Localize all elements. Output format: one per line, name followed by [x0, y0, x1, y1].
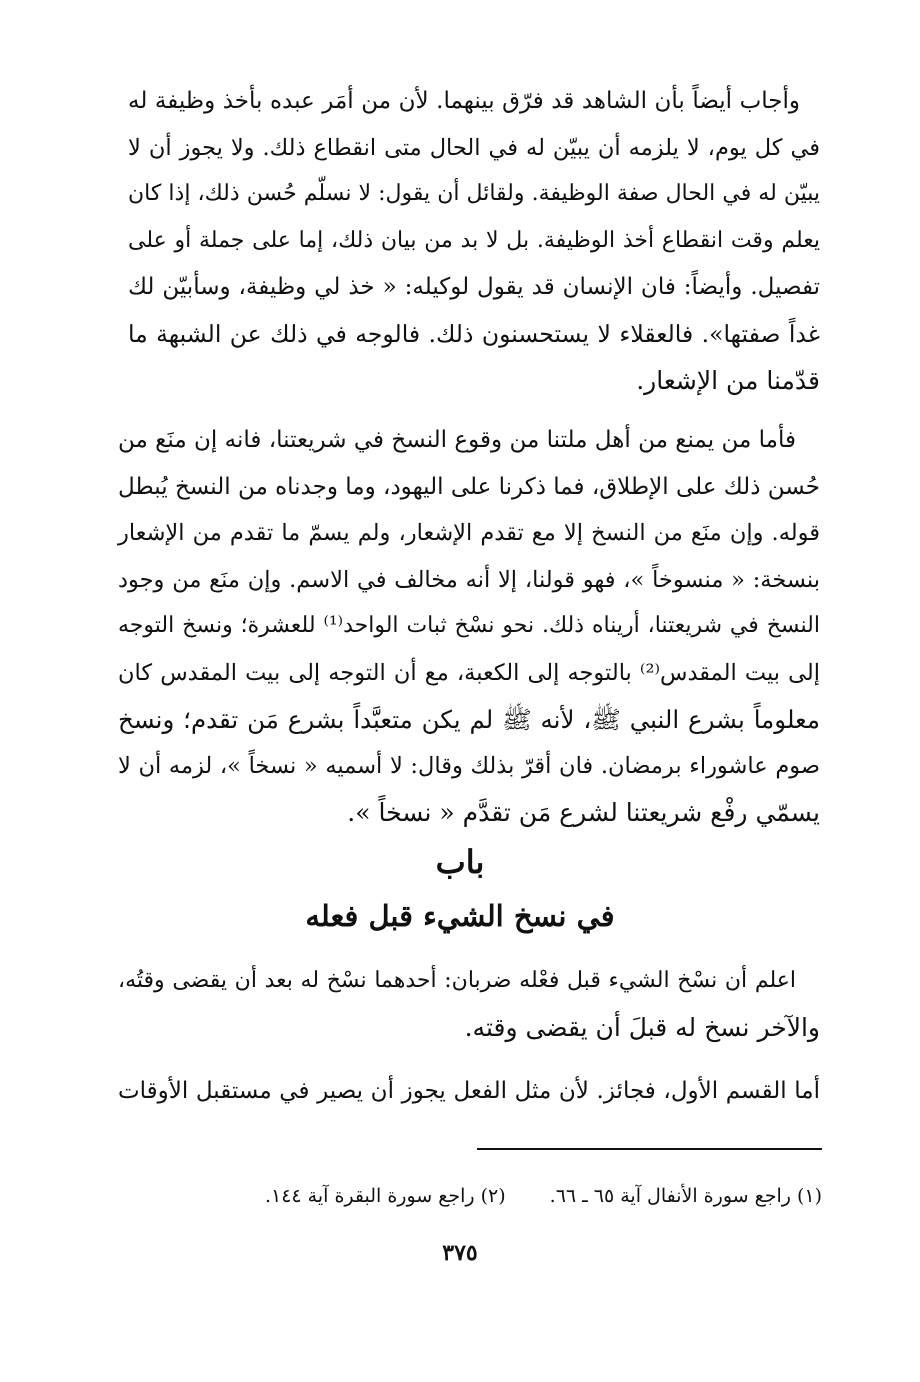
footnote-1: (١) راجع سورة الأنفال آية ٦٥ ـ ٦٦.	[549, 1185, 822, 1207]
chapter-heading: باب	[435, 843, 485, 881]
paragraph-4	[118, 1068, 820, 1115]
text-line: أما القسم الأول، فجائز. لأن مثل الفعل يجوز أن يصير في مستقبل الأوقات	[118, 1078, 820, 1104]
paragraph-1	[128, 78, 820, 404]
chapter-subheading: في نسخ الشيء قبل فعله	[305, 899, 615, 933]
paragraph-3	[118, 958, 820, 1051]
text-line: تفصيل. وأيضاً: فان الإنسان قد يقول لوكيله: « خذ لي وظيفة، وسأبيّن لك	[128, 274, 820, 301]
text-line: صوم عاشوراء برمضان. فان أقرّ بذلك وقال: لا أسميه « نسخاً »، لزمه أن لا	[118, 753, 820, 780]
text-line: غداً صفتها». فالعقلاء لا يستحسنون ذلك. فالوجه في ذلك عن الشبهة ما	[128, 319, 820, 348]
text-line: معلوماً بشرع النبي ﷺ، لأنه ﷺ لم يكن متعبَّداً بشرع مَن تقدم؛ ونسخ	[118, 704, 820, 734]
footnote-2: (٢) راجع سورة البقرة آية ١٤٤.	[264, 1185, 506, 1207]
text-line: يعلم وقت انقطاع أخذ الوظيفة. بل لا بد من بيان ذلك، إما على جملة أو على	[128, 227, 820, 253]
text-line: النسخ في شريعتنا، أريناه ذلك. نحو نسْخ ثبات الواحد⁽¹⁾ للعشرة؛ ونسخ التوجه	[118, 613, 820, 639]
text-line: بنسخة: « منسوخاً »، فهو قولنا، إلا أنه مخالف في الاسم. وإن منَع من وجود	[118, 566, 820, 593]
text-line: حُسن ذلك على الإطلاق، فما ذكرنا على اليهود، وما وجدناه من النسخ يُبطل	[118, 473, 820, 500]
text-line: وأجاب أيضاً بأن الشاهد قد فرّق بينهما. لأن من أمَر عبده بأخذ وظيفة له	[128, 88, 800, 114]
text-line: يسمّي رفْع شريعتنا لشرع مَن تقدَّم « نسخاً ».	[347, 797, 820, 827]
text-line: في كل يوم، لا يلزمه أن يبيّن له في الحال متى انقطاع ذلك. ولا يجوز أن لا	[128, 134, 820, 161]
page-number: ٣٧٥	[442, 1240, 478, 1266]
text-line: فأما من يمنع من أهل ملتنا من وقوع النسخ في شريعتنا، فانه إن منَع من	[118, 427, 796, 453]
text-line: والآخر نسخ له قبلَ أن يقضى وقته.	[464, 1012, 820, 1042]
text-line: قوله. وإن منَع من النسخ إلا مع تقدم الإشعار، ولم يسمّ ما تقدم من الإشعار	[118, 520, 820, 547]
text-line: يبيّن له في الحال صفة الوظيفة. ولقائل أن يقول: لا نسلّم حُسن ذلك، إذا كان	[128, 181, 820, 207]
paragraph-2	[118, 417, 820, 836]
text-line: إلى بيت المقدس⁽²⁾ بالتوجه إلى الكعبة، مع أن التوجه إلى بيت المقدس كان	[118, 659, 820, 686]
text-line: اعلم أن نسْخ الشيء قبل فعْله ضربان: أحدهما نسْخ له بعد أن يقضى وقتُه،	[118, 968, 796, 993]
footnotes	[210, 1182, 822, 1210]
footnote-divider	[477, 1148, 822, 1150]
text-line: قدّمنا من الإشعار.	[636, 365, 820, 395]
